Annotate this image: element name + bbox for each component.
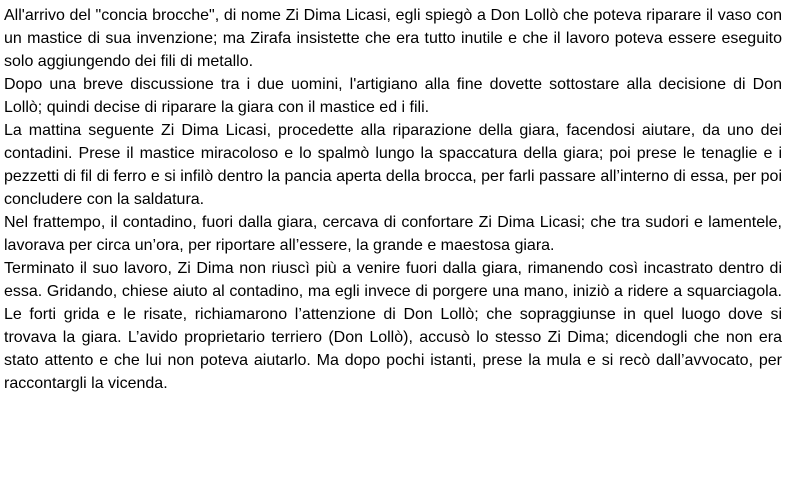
paragraph-frattempo: Nel frattempo, il contadino, fuori dalla giara, cercava di confortare Zi Dima Licasi; che tra sudori e lamentele, lavorava per circa un’ora, per riportare all’essere, la grande e maestosa giara. [4, 214, 782, 254]
paragraph-riparazione: La mattina seguente Zi Dima Licasi, procedette alla riparazione della giara, facendosi aiutare, da uno dei contadini. Prese il mastice miracoloso e lo spalmò lungo la spaccatura della giara; poi prese le tenaglie e i pezzetti di fil di ferro e si infilò dentro la pancia aperta della brocca, per farli passare all’interno di essa, per poi concludere con la saldatura. [4, 122, 782, 208]
paragraph-arrivo: All'arrivo del "concia brocche", di nome Zi Dima Licasi, egli spiegò a Don Lollò che poteva riparare il vaso con un mastice di sua invenzione; ma Zirafa insistette che era tutto inutile e che il lavoro poteva essere eseguito solo aggiungendo dei fili di metallo. [4, 7, 782, 70]
paragraph-incastrato: Terminato il suo lavoro, Zi Dima non riuscì più a venire fuori dalla giara, rimanendo così incastrato dentro di essa. Gridando, chiese aiuto al contadino, ma egli invece di porgere una mano, iniziò a ridere a squarciagola. Le forti grida e le risate, richiamarono l’attenzione di Don Lollò; che sopraggiunse in quel luogo dove si trovava la giara. L’avido proprietario terriero (Don Lollò), accusò lo stesso Zi Dima; dicendogli che non era stato attento e che lui non poteva aiutarlo. Ma dopo pochi istanti, prese la mula e si recò dall’avvocato, per raccontargli la vicenda. [4, 260, 782, 392]
paragraph-discussione: Dopo una breve discussione tra i due uomini, l'artigiano alla fine dovette sottostare alla decisione di Don Lollò; quindi decise di riparare la giara con il mastice ed i fili. [4, 76, 782, 116]
document-body [4, 4, 782, 395]
